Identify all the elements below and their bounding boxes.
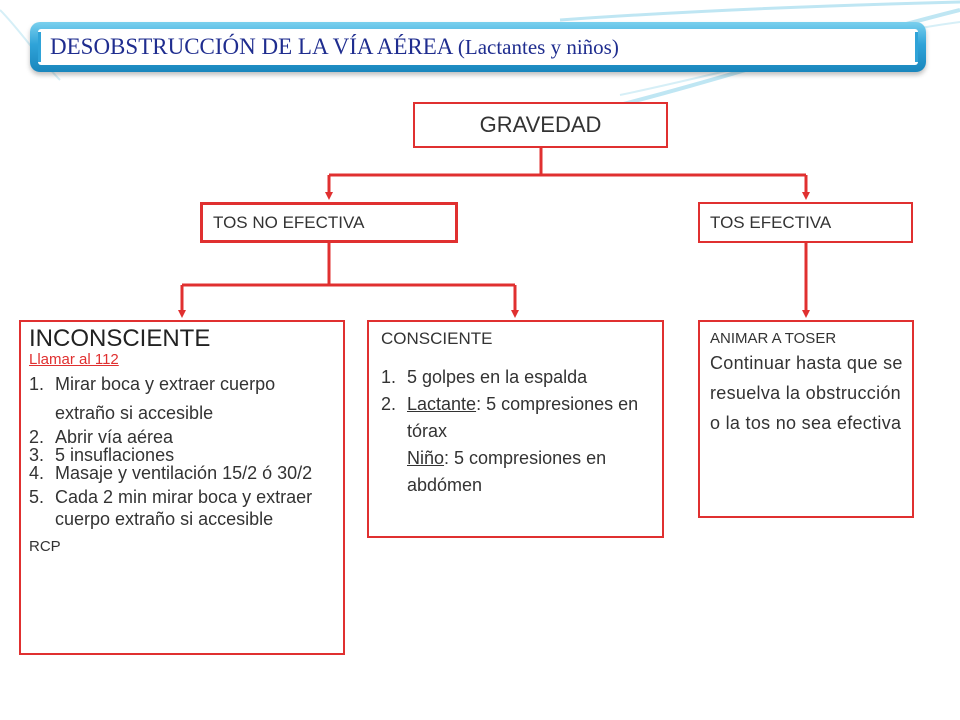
- node-animar-a-toser: [698, 320, 914, 518]
- list-item: 3. 5 insuflaciones: [29, 445, 175, 465]
- list-item: 1. 5 golpes en la espalda: [381, 367, 588, 387]
- node-gravedad-label: GRAVEDAD: [479, 112, 602, 137]
- animar-heading: ANIMAR A TOSER: [710, 330, 837, 347]
- inconsciente-steps: [29, 370, 333, 530]
- term-nino: Niño: [407, 448, 445, 468]
- inconsciente-footer: RCP: [29, 538, 61, 555]
- inconsciente-call-text: Llamar al 112: [29, 351, 119, 368]
- list-item: 2. Lactante: 5 compresiones en tórax: [381, 394, 639, 441]
- node-inconsciente: [19, 320, 345, 655]
- list-item: 4. Masaje y ventilación 15/2 ó 30/2: [29, 463, 313, 483]
- node-consciente: [367, 320, 664, 538]
- slide-title-sub: (Lactantes y niños): [457, 35, 619, 59]
- node-tos-no-efectiva-label: TOS NO EFECTIVA: [213, 212, 365, 232]
- node-gravedad: [413, 102, 668, 148]
- inconsciente-heading: INCONSCIENTE: [29, 325, 211, 352]
- list-item: 2. Abrir vía aérea: [29, 427, 174, 447]
- node-tos-efectiva-label: TOS EFECTIVA: [710, 212, 832, 232]
- node-tos-efectiva: [698, 202, 913, 243]
- consciente-nino-line: Niño: 5 compresiones en abdómen: [407, 448, 607, 495]
- consciente-steps: [381, 364, 652, 445]
- consciente-heading: CONSCIENTE: [381, 329, 493, 348]
- animar-body: Continuar hasta que se resuelva la obstrucción o la tos no sea efectiva: [710, 353, 903, 433]
- list-item: 5. Cada 2 min mirar boca y extraer cuerpo extraño si accesible: [29, 487, 313, 529]
- list-item: 1. Mirar boca y extraer cuerpo extraño si accesible: [29, 374, 276, 423]
- term-lactante: Lactante: [407, 394, 477, 414]
- slide-title-main: DESOBSTRUCCIÓN DE LA VÍA AÉREA: [50, 34, 453, 59]
- node-tos-no-efectiva: [200, 202, 458, 243]
